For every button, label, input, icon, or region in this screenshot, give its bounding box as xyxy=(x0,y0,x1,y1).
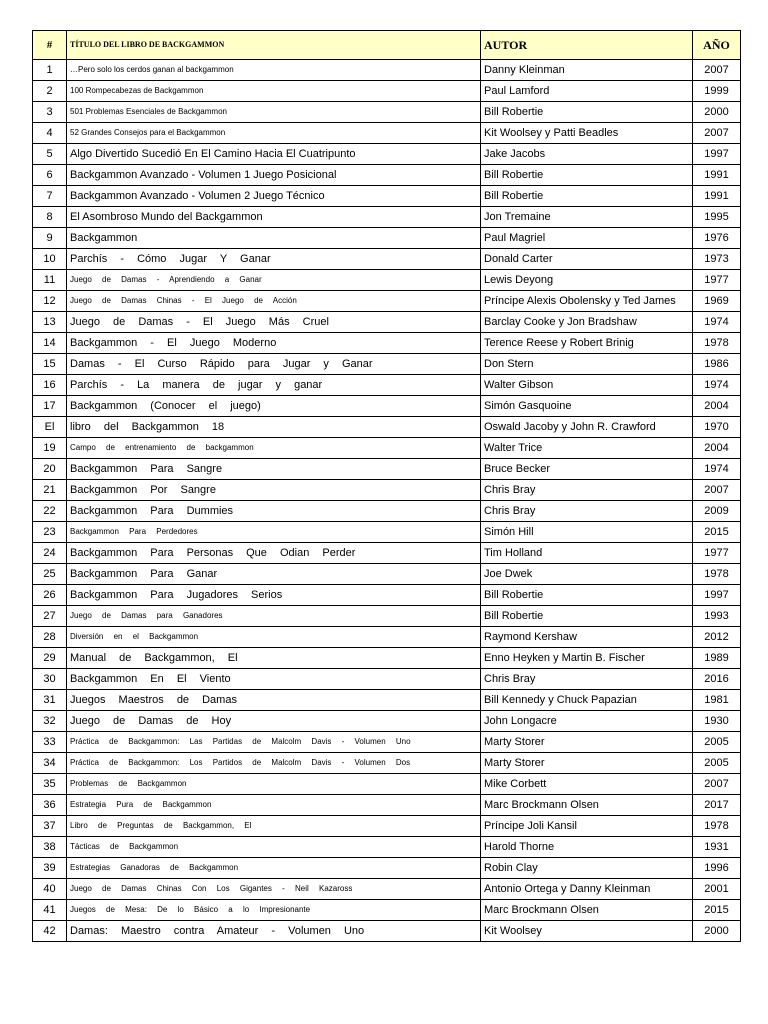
book-author: Marty Storer xyxy=(481,732,693,753)
row-number: 38 xyxy=(33,837,67,858)
book-title: Backgammon En El Viento xyxy=(67,669,481,690)
book-author: Bill Robertie xyxy=(481,585,693,606)
book-title: Juegos de Mesa: De lo Básico a lo Impresionante xyxy=(67,900,481,921)
table-row xyxy=(33,732,741,753)
book-title: Algo Divertido Sucedió En El Camino Hacia El Cuatripunto xyxy=(67,144,481,165)
book-year: 1973 xyxy=(693,249,741,270)
book-author: Marty Storer xyxy=(481,753,693,774)
table-row xyxy=(33,249,741,270)
book-title: Juego de Damas de Hoy xyxy=(67,711,481,732)
books-table xyxy=(32,30,741,942)
book-title: 100 Rompecabezas de Backgammon xyxy=(67,81,481,102)
book-author: Enno Heyken y Martin B. Fischer xyxy=(481,648,693,669)
book-author: Bill Robertie xyxy=(481,165,693,186)
table-row xyxy=(33,207,741,228)
book-author: Oswald Jacoby y John R. Crawford xyxy=(481,417,693,438)
book-year: 1974 xyxy=(693,459,741,480)
book-title: Juego de Damas - El Juego Más Cruel xyxy=(67,312,481,333)
table-row xyxy=(33,627,741,648)
table-row xyxy=(33,186,741,207)
book-year: 2007 xyxy=(693,774,741,795)
row-number: El xyxy=(33,417,67,438)
table-row xyxy=(33,669,741,690)
table-row xyxy=(33,900,741,921)
row-number: 9 xyxy=(33,228,67,249)
table-row xyxy=(33,774,741,795)
header-num: # xyxy=(33,31,67,60)
table-row xyxy=(33,585,741,606)
book-author: Bruce Becker xyxy=(481,459,693,480)
table-row xyxy=(33,564,741,585)
book-author: Paul Magriel xyxy=(481,228,693,249)
book-title: Parchís - La manera de jugar y ganar xyxy=(67,375,481,396)
row-number: 20 xyxy=(33,459,67,480)
row-number: 3 xyxy=(33,102,67,123)
book-author: Mike Corbett xyxy=(481,774,693,795)
book-author: Danny Kleinman xyxy=(481,60,693,81)
book-year: 1981 xyxy=(693,690,741,711)
book-title: Estrategia Pura de Backgammon xyxy=(67,795,481,816)
table-row xyxy=(33,144,741,165)
book-title: Backgammon Para Sangre xyxy=(67,459,481,480)
row-number: 15 xyxy=(33,354,67,375)
book-year: 2007 xyxy=(693,480,741,501)
book-author: Kit Woolsey xyxy=(481,921,693,942)
book-author: Robin Clay xyxy=(481,858,693,879)
book-title: Práctica de Backgammon: Las Partidas de Malcolm Davis - Volumen Uno xyxy=(67,732,481,753)
book-year: 1997 xyxy=(693,144,741,165)
row-number: 40 xyxy=(33,879,67,900)
table-row xyxy=(33,879,741,900)
book-author: Marc Brockmann Olsen xyxy=(481,795,693,816)
book-title: libro del Backgammon 18 xyxy=(67,417,481,438)
book-author: Bill Robertie xyxy=(481,186,693,207)
book-title: Parchís - Cómo Jugar Y Ganar xyxy=(67,249,481,270)
book-title: Libro de Preguntas de Backgammon, El xyxy=(67,816,481,837)
book-title: Backgammon Para Ganar xyxy=(67,564,481,585)
table-row xyxy=(33,417,741,438)
table-row xyxy=(33,354,741,375)
row-number: 4 xyxy=(33,123,67,144)
book-year: 1974 xyxy=(693,375,741,396)
table-row xyxy=(33,501,741,522)
book-year: 1931 xyxy=(693,837,741,858)
book-year: 1978 xyxy=(693,816,741,837)
book-year: 1976 xyxy=(693,228,741,249)
book-author: Don Stern xyxy=(481,354,693,375)
book-author: Chris Bray xyxy=(481,501,693,522)
header-author: AUTOR xyxy=(481,31,693,60)
table-row xyxy=(33,312,741,333)
row-number: 14 xyxy=(33,333,67,354)
book-author: Raymond Kershaw xyxy=(481,627,693,648)
table-row xyxy=(33,711,741,732)
book-author: Bill Robertie xyxy=(481,102,693,123)
row-number: 16 xyxy=(33,375,67,396)
row-number: 26 xyxy=(33,585,67,606)
book-year: 2009 xyxy=(693,501,741,522)
table-row xyxy=(33,690,741,711)
row-number: 22 xyxy=(33,501,67,522)
row-number: 17 xyxy=(33,396,67,417)
book-year: 2007 xyxy=(693,123,741,144)
row-number: 41 xyxy=(33,900,67,921)
book-author: Joe Dwek xyxy=(481,564,693,585)
header-title: TÍTULO DEL LIBRO DE BACKGAMMON xyxy=(67,31,481,60)
book-title: Tácticas de Backgammon xyxy=(67,837,481,858)
row-number: 28 xyxy=(33,627,67,648)
table-row xyxy=(33,816,741,837)
book-year: 1997 xyxy=(693,585,741,606)
row-number: 5 xyxy=(33,144,67,165)
table-row xyxy=(33,228,741,249)
table-row xyxy=(33,837,741,858)
book-title: Backgammon Por Sangre xyxy=(67,480,481,501)
row-number: 2 xyxy=(33,81,67,102)
book-year: 2000 xyxy=(693,921,741,942)
table-row xyxy=(33,270,741,291)
book-year: 1970 xyxy=(693,417,741,438)
row-number: 31 xyxy=(33,690,67,711)
book-title: Estrategias Ganadoras de Backgammon xyxy=(67,858,481,879)
book-title: Backgammon Para Jugadores Serios xyxy=(67,585,481,606)
book-author: Walter Trice xyxy=(481,438,693,459)
table-row xyxy=(33,81,741,102)
table-row xyxy=(33,396,741,417)
book-year: 2017 xyxy=(693,795,741,816)
header-year: AÑO xyxy=(693,31,741,60)
book-year: 1991 xyxy=(693,165,741,186)
book-author: Jon Tremaine xyxy=(481,207,693,228)
book-year: 1996 xyxy=(693,858,741,879)
book-year: 1986 xyxy=(693,354,741,375)
book-author: Antonio Ortega y Danny Kleinman xyxy=(481,879,693,900)
table-row xyxy=(33,753,741,774)
book-title: Problemas de Backgammon xyxy=(67,774,481,795)
table-row xyxy=(33,480,741,501)
book-author: John Longacre xyxy=(481,711,693,732)
book-title: Juego de Damas - Aprendiendo a Ganar xyxy=(67,270,481,291)
row-number: 30 xyxy=(33,669,67,690)
book-title: Backgammon (Conocer el juego) xyxy=(67,396,481,417)
book-author: Harold Thorne xyxy=(481,837,693,858)
book-year: 1978 xyxy=(693,333,741,354)
book-author: Simón Gasquoine xyxy=(481,396,693,417)
table-row xyxy=(33,123,741,144)
book-author: Simón Hill xyxy=(481,522,693,543)
book-author: Marc Brockmann Olsen xyxy=(481,900,693,921)
book-title: 52 Grandes Consejos para el Backgammon xyxy=(67,123,481,144)
row-number: 27 xyxy=(33,606,67,627)
row-number: 6 xyxy=(33,165,67,186)
book-title: …Pero solo los cerdos ganan al backgammon xyxy=(67,60,481,81)
row-number: 34 xyxy=(33,753,67,774)
table-row xyxy=(33,102,741,123)
book-title: El Asombroso Mundo del Backgammon xyxy=(67,207,481,228)
book-title: Damas - El Curso Rápido para Jugar y Ganar xyxy=(67,354,481,375)
book-year: 1969 xyxy=(693,291,741,312)
book-title: Práctica de Backgammon: Los Partidos de Malcolm Davis - Volumen Dos xyxy=(67,753,481,774)
book-title: Diversión en el Backgammon xyxy=(67,627,481,648)
book-year: 2015 xyxy=(693,900,741,921)
header-row xyxy=(33,31,741,60)
book-title: Juego de Damas Chinas - El Juego de Acción xyxy=(67,291,481,312)
book-year: 1991 xyxy=(693,186,741,207)
book-title: Juegos Maestros de Damas xyxy=(67,690,481,711)
book-year: 2012 xyxy=(693,627,741,648)
row-number: 8 xyxy=(33,207,67,228)
book-title: Backgammon Para Perdedores xyxy=(67,522,481,543)
table-row xyxy=(33,375,741,396)
row-number: 7 xyxy=(33,186,67,207)
book-year: 1999 xyxy=(693,81,741,102)
book-year: 2004 xyxy=(693,396,741,417)
table-row xyxy=(33,60,741,81)
book-author: Príncipe Alexis Obolensky y Ted James xyxy=(481,291,693,312)
row-number: 32 xyxy=(33,711,67,732)
book-title: 501 Problemas Esenciales de Backgammon xyxy=(67,102,481,123)
row-number: 36 xyxy=(33,795,67,816)
book-year: 2005 xyxy=(693,753,741,774)
table-row xyxy=(33,543,741,564)
book-author: Paul Lamford xyxy=(481,81,693,102)
book-year: 1978 xyxy=(693,564,741,585)
table-row xyxy=(33,795,741,816)
row-number: 19 xyxy=(33,438,67,459)
book-author: Bill Robertie xyxy=(481,606,693,627)
book-title: Backgammon Para Dummies xyxy=(67,501,481,522)
row-number: 42 xyxy=(33,921,67,942)
book-author: Chris Bray xyxy=(481,669,693,690)
book-title: Backgammon - El Juego Moderno xyxy=(67,333,481,354)
table-row xyxy=(33,606,741,627)
book-title: Damas: Maestro contra Amateur - Volumen Uno xyxy=(67,921,481,942)
book-year: 2007 xyxy=(693,60,741,81)
book-year: 2004 xyxy=(693,438,741,459)
book-author: Chris Bray xyxy=(481,480,693,501)
book-author: Tim Holland xyxy=(481,543,693,564)
book-title: Juego de Damas para Ganadores xyxy=(67,606,481,627)
row-number: 1 xyxy=(33,60,67,81)
row-number: 11 xyxy=(33,270,67,291)
book-title: Backgammon Avanzado - Volumen 2 Juego Técnico xyxy=(67,186,481,207)
table-row xyxy=(33,858,741,879)
row-number: 23 xyxy=(33,522,67,543)
book-title: Backgammon xyxy=(67,228,481,249)
book-author: Jake Jacobs xyxy=(481,144,693,165)
row-number: 21 xyxy=(33,480,67,501)
table-row xyxy=(33,522,741,543)
book-year: 2000 xyxy=(693,102,741,123)
row-number: 29 xyxy=(33,648,67,669)
row-number: 24 xyxy=(33,543,67,564)
row-number: 10 xyxy=(33,249,67,270)
book-year: 2005 xyxy=(693,732,741,753)
book-title: Campo de entrenamiento de backgammon xyxy=(67,438,481,459)
book-year: 1974 xyxy=(693,312,741,333)
book-year: 2015 xyxy=(693,522,741,543)
book-title: Manual de Backgammon, El xyxy=(67,648,481,669)
book-title: Backgammon Avanzado - Volumen 1 Juego Posicional xyxy=(67,165,481,186)
table-row xyxy=(33,333,741,354)
book-author: Walter Gibson xyxy=(481,375,693,396)
book-author: Kit Woolsey y Patti Beadles xyxy=(481,123,693,144)
book-author: Terence Reese y Robert Brinig xyxy=(481,333,693,354)
book-title: Backgammon Para Personas Que Odian Perder xyxy=(67,543,481,564)
row-number: 25 xyxy=(33,564,67,585)
book-year: 1930 xyxy=(693,711,741,732)
row-number: 35 xyxy=(33,774,67,795)
book-year: 2016 xyxy=(693,669,741,690)
row-number: 37 xyxy=(33,816,67,837)
book-author: Donald Carter xyxy=(481,249,693,270)
book-title: Juego de Damas Chinas Con Los Gigantes - Neil Kazaross xyxy=(67,879,481,900)
table-row xyxy=(33,291,741,312)
book-year: 1995 xyxy=(693,207,741,228)
book-year: 1977 xyxy=(693,543,741,564)
table-row xyxy=(33,438,741,459)
book-year: 2001 xyxy=(693,879,741,900)
book-author: Príncipe Joli Kansil xyxy=(481,816,693,837)
row-number: 13 xyxy=(33,312,67,333)
book-year: 1977 xyxy=(693,270,741,291)
book-author: Bill Kennedy y Chuck Papazian xyxy=(481,690,693,711)
book-author: Barclay Cooke y Jon Bradshaw xyxy=(481,312,693,333)
table-row xyxy=(33,459,741,480)
table-row xyxy=(33,165,741,186)
book-year: 1993 xyxy=(693,606,741,627)
table-row xyxy=(33,921,741,942)
row-number: 33 xyxy=(33,732,67,753)
book-author: Lewis Deyong xyxy=(481,270,693,291)
row-number: 12 xyxy=(33,291,67,312)
row-number: 39 xyxy=(33,858,67,879)
book-year: 1989 xyxy=(693,648,741,669)
table-row xyxy=(33,648,741,669)
